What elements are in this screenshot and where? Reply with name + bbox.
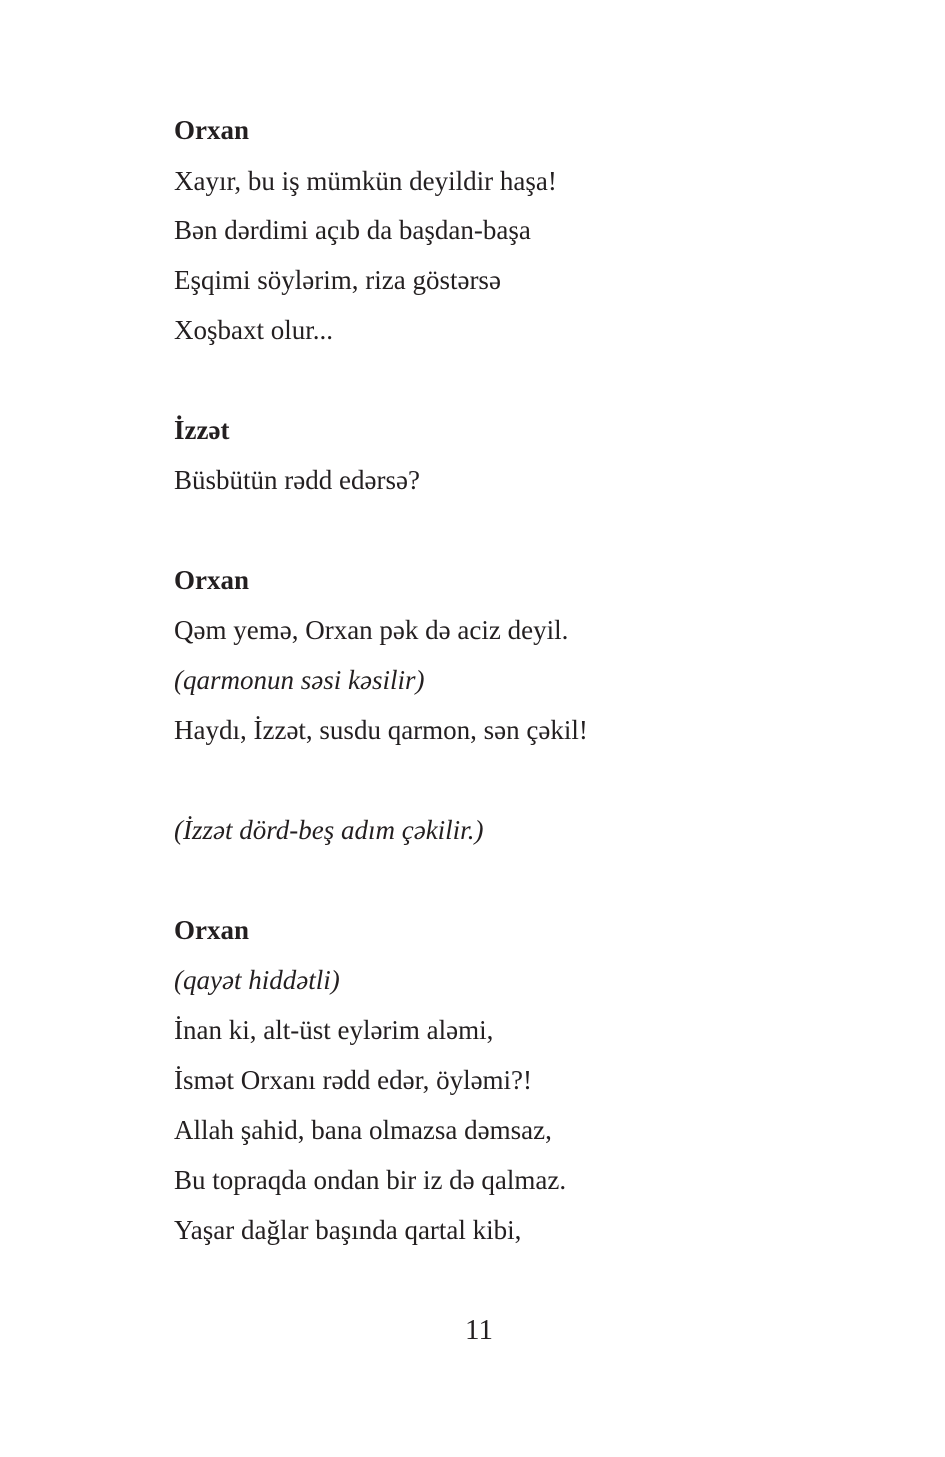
speaker-name: İzzət <box>174 415 230 445</box>
stage-direction: (İzzət dörd-beş adım çəkilir.) <box>174 815 484 845</box>
verse-line: İnan ki, alt-üst eylərim aləmi, <box>174 1015 494 1045</box>
verse-line: Yaşar dağlar başında qartal kibi, <box>174 1215 522 1245</box>
verse-line: Bən dərdimi açıb da başdan-başa <box>174 215 531 245</box>
verse-line: Qəm yemə, Orxan pək də aciz deyil. <box>174 615 569 645</box>
stage-direction-inline: (qayət hiddətli) <box>174 965 340 995</box>
speaker-name: Orxan <box>174 565 250 595</box>
verse-line: Eşqimi söylərim, riza göstərsə <box>174 265 501 295</box>
page-number: 11 <box>465 1314 493 1346</box>
verse-line: Haydı, İzzət, susdu qarmon, sən çəkil! <box>174 715 588 745</box>
speaker-name: Orxan <box>174 115 250 145</box>
verse-line: Büsbütün rədd edərsə? <box>174 465 420 495</box>
verse-line: Allah şahid, bana olmazsa dəmsaz, <box>174 1115 552 1145</box>
verse-line: İsmət Orxanı rədd edər, öyləmi?! <box>174 1065 533 1095</box>
verse-line: Xayır, bu iş mümkün deyildir haşa! <box>174 166 557 196</box>
stage-direction-inline: (qarmonun səsi kəsilir) <box>174 665 425 695</box>
speaker-name: Orxan <box>174 915 250 945</box>
verse-line: Bu topraqda ondan bir iz də qalmaz. <box>174 1165 567 1195</box>
verse-line: Xoşbaxt olur... <box>174 315 333 345</box>
